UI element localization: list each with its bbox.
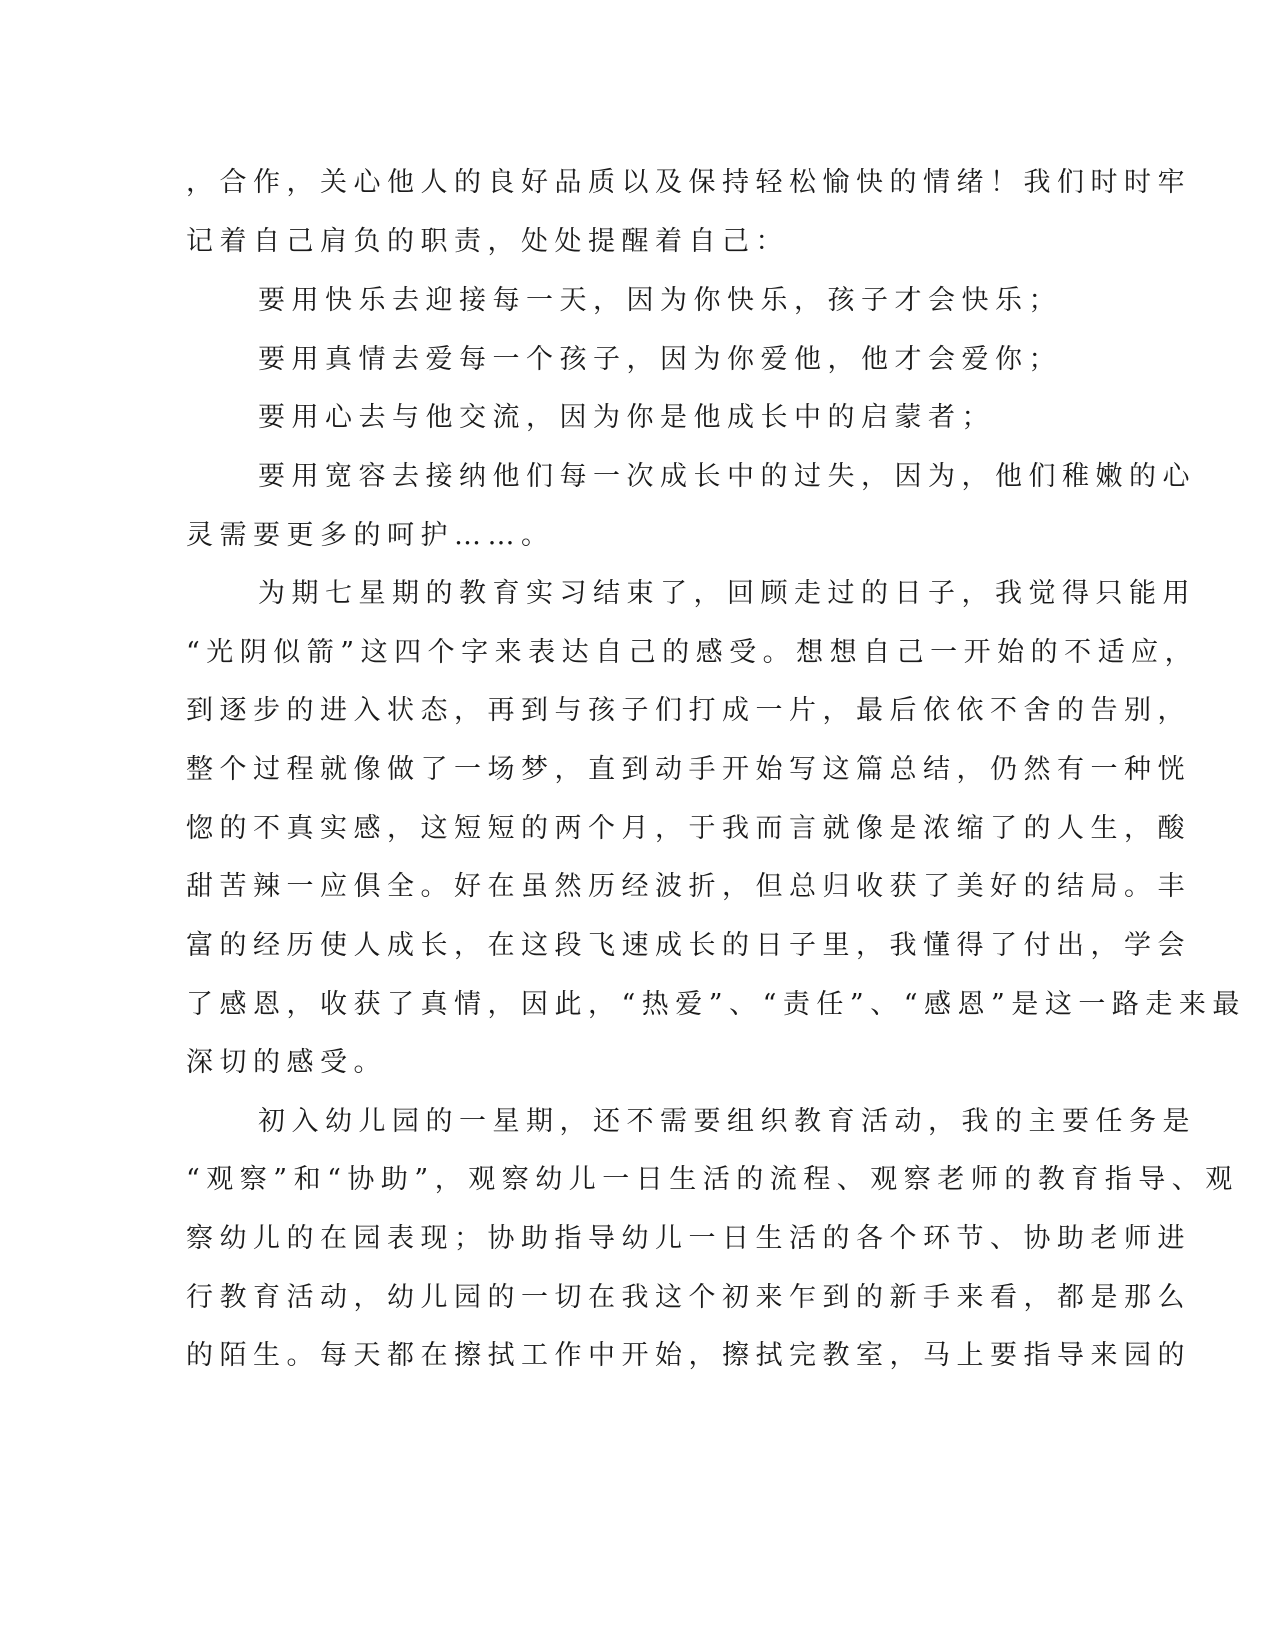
text-line: 为期七星期的教育实习结束了，回顾走过的日子，我觉得只能用: [258, 578, 1196, 609]
text-line: 甜苦辣一应俱全。好在虽然历经波折，但总归收获了美好的结局。丰: [186, 871, 1191, 902]
text-line: 察幼儿的在园表现；协助指导幼儿一日生活的各个环节、协助老师进: [186, 1223, 1191, 1254]
text-line: 的陌生。每天都在擦拭工作中开始，擦拭完教室，马上要指导来园的: [186, 1340, 1191, 1371]
text-line: 要用宽容去接纳他们每一次成长中的过失，因为，他们稚嫩的心: [258, 461, 1196, 492]
text-line: 深切的感受。: [186, 1047, 387, 1078]
text-line: 到逐步的进入状态，再到与孩子们打成一片，最后依依不舍的告别，: [186, 695, 1191, 726]
text-line: 记着自己肩负的职责，处处提醒着自己：: [186, 226, 789, 257]
text-line: “观察”和“协助”，观察幼儿一日生活的流程、观察老师的教育指导、观: [186, 1164, 1239, 1195]
text-line: ，合作，关心他人的良好品质以及保持轻松愉快的情绪！我们时时牢: [186, 167, 1191, 198]
text-line: 富的经历使人成长，在这段飞速成长的日子里，我懂得了付出，学会: [186, 930, 1191, 961]
text-line: 初入幼儿园的一星期，还不需要组织教育活动，我的主要任务是: [258, 1106, 1196, 1137]
text-line: 惚的不真实感，这短短的两个月，于我而言就像是浓缩了的人生，酸: [186, 813, 1191, 844]
text-line: 行教育活动，幼儿园的一切在我这个初来乍到的新手来看，都是那么: [186, 1282, 1191, 1313]
text-line: 了感恩，收获了真情，因此，“热爱”、“责任”、“感恩”是这一路走来最: [186, 989, 1246, 1020]
text-line: 要用心去与他交流，因为你是他成长中的启蒙者；: [258, 402, 995, 433]
text-line: 灵需要更多的呵护……。: [186, 520, 555, 551]
text-line: “光阴似箭”这四个字来表达自己的感受。想想自己一开始的不适应，: [186, 637, 1199, 668]
text-line: 要用真情去爱每一个孩子，因为你爱他，他才会爱你；: [258, 344, 1062, 375]
text-line: 整个过程就像做了一场梦，直到动手开始写这篇总结，仍然有一种恍: [186, 754, 1191, 785]
text-line: 要用快乐去迎接每一天，因为你快乐，孩子才会快乐；: [258, 285, 1062, 316]
